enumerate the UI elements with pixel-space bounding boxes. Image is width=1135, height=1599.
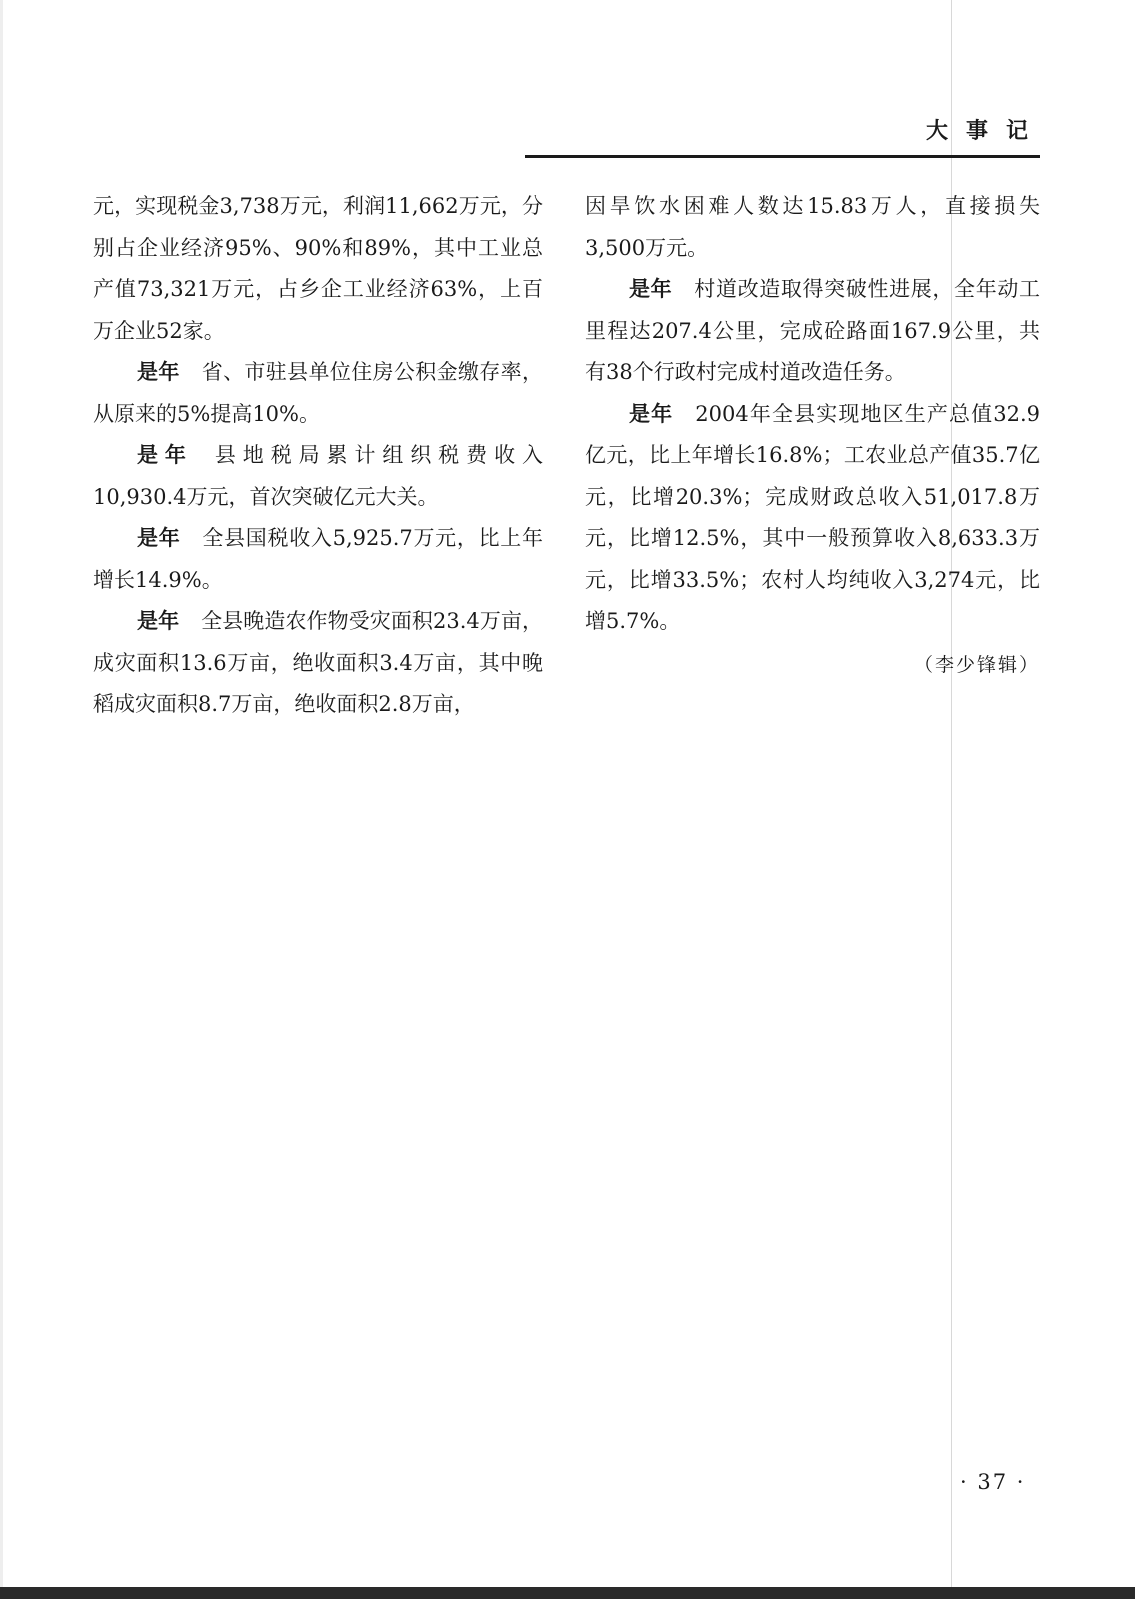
- entry-text: 全县国税收入5,925.7万元，比上年增长14.9%。: [93, 526, 543, 592]
- entry-text: 2004年全县实现地区生产总值32.9亿元，比上年增长16.8%；工农业总产值35.7亿元，比增20.3%；完成财政总收入51,017.8万元，比增12.5%，其中一般预算收入8,633.3万元，比增33.5%；农村人均纯收入3,274元，比增5.7%。: [585, 401, 1041, 633]
- entry-lead: 是年: [629, 277, 673, 301]
- entry-text: 全县晚造农作物受灾面积23.4万亩，成灾面积13.6万亩，绝收面积3.4万亩，其中晚稻成灾面积8.7万亩，绝收面积2.8万亩，: [93, 609, 543, 716]
- section-title: 大事记: [925, 119, 1046, 144]
- entry-paragraph: [93, 518, 543, 601]
- entry-lead: 是年: [629, 401, 674, 426]
- scan-bottom-edge: [0, 1587, 1135, 1599]
- entry-text: 村道改造取得突破性进展，全年动工里程达207.4公里，完成砼路面167.9公里，共有38个行政村完成村道改造任务。: [585, 277, 1041, 384]
- scan-left-edge: [0, 0, 3, 1599]
- entry-paragraph: [585, 269, 1040, 394]
- entry-lead: 是年: [137, 609, 180, 633]
- entry-lead: 是年: [137, 360, 180, 384]
- continued-paragraph: 因旱饮水困难人数达15.83万人，直接损失3,500万元。: [585, 194, 1040, 260]
- entry-paragraph: [93, 352, 543, 435]
- entry-lead: 是年: [137, 443, 193, 467]
- right-column: [585, 186, 1040, 686]
- entry-paragraph: [93, 601, 543, 726]
- page-number: · 37 ·: [960, 1470, 1026, 1494]
- entry-paragraph: [585, 394, 1040, 643]
- page-header: [525, 115, 1046, 158]
- left-column: [93, 186, 543, 726]
- entry-lead: 是年: [137, 526, 181, 550]
- continued-paragraph: 元，实现税金3,738万元，利润11,662万元，分别占企业经济95%、90%和89%，其中工业总产值73,321万元，占乡企工业经济63%，上百万企业52家。: [93, 194, 543, 343]
- entry-text: 县地税局累计组织税费收入10,930.4万元，首次突破亿元大关。: [93, 443, 544, 509]
- editor-credit: （李少锋辑）: [913, 653, 1040, 676]
- header-rule: [525, 155, 1040, 158]
- entry-text: 省、市驻县单位住房公积金缴存率，从原来的5%提高10%。: [93, 360, 544, 426]
- entry-paragraph: [93, 435, 543, 518]
